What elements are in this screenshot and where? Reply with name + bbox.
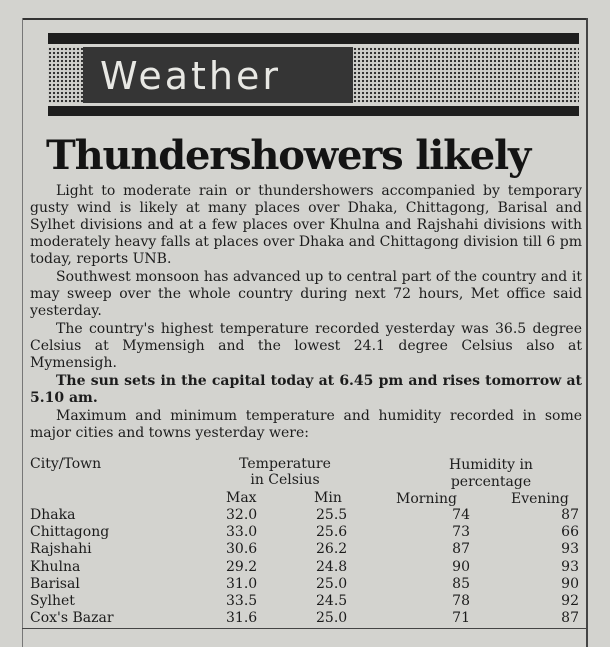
- row-city: Dhaka: [30, 507, 76, 523]
- row-min-temp: 25.0: [316, 610, 348, 627]
- row-min-temp: 26.2: [316, 541, 348, 558]
- row-humidity-morning: 74: [452, 507, 470, 523]
- row-humidity-morning: 87: [452, 541, 470, 558]
- table-row: [30, 576, 585, 593]
- header-evening: Evening: [511, 491, 569, 507]
- header-humidity-line1: Humidity in: [449, 457, 533, 473]
- row-humidity-morning: 73: [452, 524, 470, 541]
- headline: Thundershowers likely: [46, 132, 530, 179]
- section-label: Weather: [100, 54, 281, 98]
- header-morning: Morning: [396, 491, 457, 507]
- header-temperature-line2: in Celsius: [250, 472, 320, 488]
- header-max: Max: [226, 490, 257, 506]
- banner-bottom-band: [48, 106, 579, 116]
- article-body: [30, 183, 582, 443]
- row-max-temp: 33.5: [226, 593, 258, 609]
- header-city: City/Town: [30, 456, 102, 472]
- row-humidity-evening: 90: [561, 575, 579, 592]
- row-city: Cox's Bazar: [30, 610, 114, 627]
- row-max-temp: 32.0: [226, 507, 258, 523]
- row-humidity-morning: 71: [452, 610, 470, 627]
- banner-dot-pattern-right: [353, 47, 579, 103]
- paragraph-sunset-sunrise: The sun sets in the capital today at 6.45 pm and rises tomorrow at 5.10 am.: [30, 373, 582, 406]
- paragraph-temperature-extremes: The country's highest temperature recorded yesterday was 36.5 degree Celsius at Mymensigh and the lowest 24.1 degree Celsius also at Mymensigh.: [30, 321, 582, 371]
- row-humidity-evening: 66: [561, 524, 579, 541]
- row-min-temp: 25.0: [316, 575, 348, 592]
- row-max-temp: 29.2: [226, 558, 258, 575]
- table-row: [30, 559, 585, 576]
- row-max-temp: 33.0: [226, 524, 258, 541]
- row-humidity-evening: 87: [561, 507, 579, 523]
- banner-dot-pattern-left: [48, 47, 83, 103]
- header-temperature-line1: Temperature: [239, 456, 331, 472]
- paragraph-forecast: Light to moderate rain or thundershowers accompanied by temporary gusty wind is likely at many places over Dhaka, Chittagong, Barisal and Sylhet divisions and at a few places over Khulna and Rajshahi divisions with moderately heavy falls at places over Dhaka and Chittagong division till 6 pm today, reports UNB.: [30, 183, 582, 267]
- row-min-temp: 24.5: [316, 593, 348, 609]
- left-border-rule: [22, 18, 23, 647]
- row-city: Khulna: [30, 558, 81, 575]
- row-min-temp: 24.8: [316, 558, 348, 575]
- bottom-border-rule: [22, 628, 587, 629]
- row-humidity-evening: 93: [561, 541, 579, 558]
- row-max-temp: 31.0: [226, 575, 258, 592]
- row-humidity-morning: 85: [452, 575, 470, 592]
- table-row: [30, 507, 585, 524]
- row-humidity-morning: 90: [452, 558, 470, 575]
- row-max-temp: 30.6: [226, 541, 258, 558]
- header-min: Min: [314, 490, 342, 506]
- row-min-temp: 25.6: [316, 524, 348, 541]
- top-border-rule: [22, 18, 587, 20]
- row-max-temp: 31.6: [226, 610, 258, 627]
- paragraph-table-intro: Maximum and minimum temperature and humidity recorded in some major cities and towns yesterday were:: [30, 408, 582, 441]
- row-humidity-evening: 93: [561, 558, 579, 575]
- row-city: Barisal: [30, 575, 80, 592]
- header-humidity-line2: percentage: [450, 474, 532, 490]
- paragraph-monsoon: Southwest monsoon has advanced up to central part of the country and it may sweep over the whole country during next 72 hours, Met office said yesterday.: [30, 269, 582, 319]
- row-city: Chittagong: [30, 524, 110, 541]
- row-city: Sylhet: [30, 593, 75, 609]
- row-humidity-evening: 87: [561, 610, 579, 627]
- table-row: [30, 541, 585, 558]
- right-border-rule: [586, 18, 588, 647]
- table-row: [30, 593, 585, 610]
- row-city: Rajshahi: [30, 541, 92, 558]
- table-row: [30, 610, 585, 627]
- row-humidity-morning: 78: [452, 593, 470, 609]
- row-humidity-evening: 92: [561, 593, 579, 609]
- banner-top-band: [48, 33, 579, 44]
- row-min-temp: 25.5: [316, 507, 348, 523]
- table-row: [30, 524, 585, 541]
